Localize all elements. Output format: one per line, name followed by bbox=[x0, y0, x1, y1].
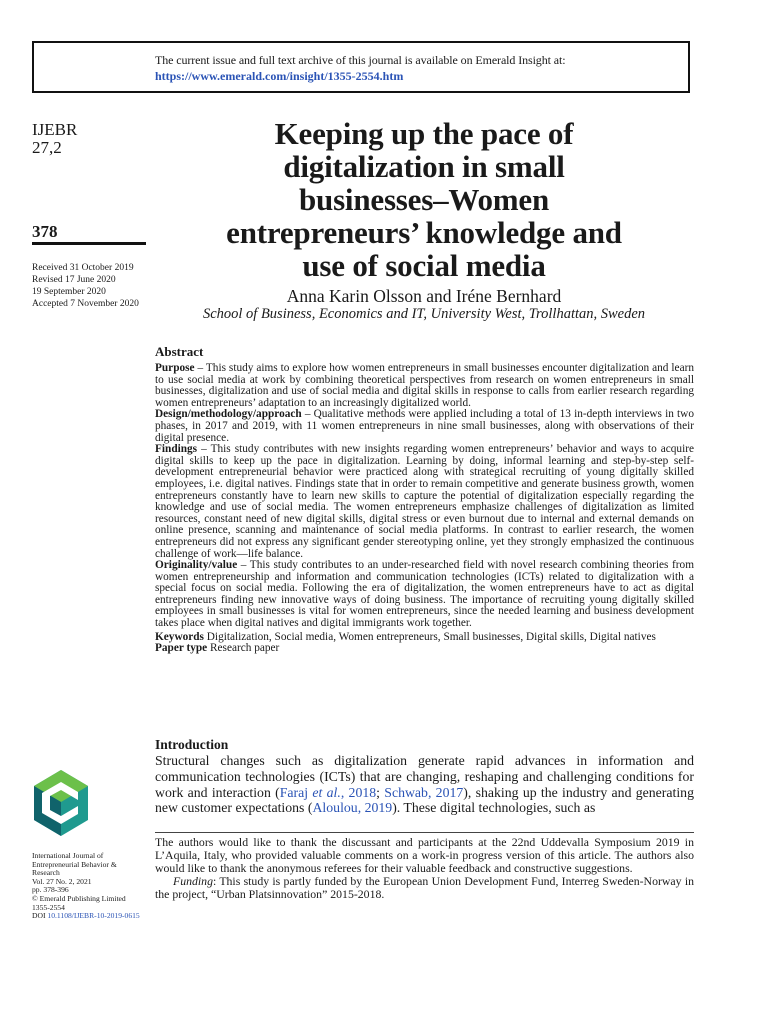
citation-etal[interactable]: et al. bbox=[312, 784, 341, 800]
title-line: Keeping up the pace of bbox=[274, 116, 574, 151]
introduction-paragraph bbox=[155, 753, 694, 816]
emerald-logo-icon bbox=[30, 768, 92, 840]
doi-link[interactable]: 10.1108/IJEBR-10-2019-0615 bbox=[47, 911, 140, 921]
citation-link-faraj[interactable] bbox=[280, 785, 376, 800]
citation-year[interactable]: , 2018 bbox=[340, 784, 377, 800]
journal-info-line: pp. 378-396 bbox=[32, 885, 69, 895]
date-revised: Revised 17 June 2020 bbox=[32, 275, 116, 285]
date-revised-2: 19 September 2020 bbox=[32, 287, 106, 297]
funding-label: Funding bbox=[173, 874, 213, 888]
journal-url-link[interactable]: https://www.emerald.com/insight/1355-2554.htm bbox=[155, 69, 404, 83]
journal-availability-notice bbox=[32, 41, 690, 93]
title-line: use of social media bbox=[302, 248, 546, 283]
page-number-rule bbox=[32, 242, 146, 245]
findings-text: – This study contributes with new insights regarding women entrepreneurs’ behavior and ways to acquire digital skills to keep up the pace in digitalization. Learning by doing, informal learning and step-by-step self-development entrepreneurial behavior were practiced along with strategical recruiting of young digitally skilled employees, i.e. digital natives. Findings state that in order to remain competitive and generate business growth, women entrepreneurs constantly have to learn new skills to capture the potential of digitalization especially regarding the knowledge and use of social media. The women entrepreneurs emphasize challenges of digitalization as limited resources, constant need of new digital skills, digital stress or even burnout due to internal and external demands on online presence, scanning and maintenance of social media platforms. In contrast to earlier research, the women entrepreneurs did not express any significant gender stereotyping online, yet they strongly emphasized the continuous challenge of work—life balance. bbox=[155, 443, 694, 560]
author-affiliation: School of Business, Economics and IT, University West, Trollhattan, Sweden bbox=[202, 306, 646, 322]
abstract-design bbox=[155, 409, 694, 444]
keywords-text: Digitalization, Social media, Women entrepreneurs, Small businesses, Digital skills, Digital natives bbox=[203, 630, 656, 643]
article-authors: Anna Karin Olsson and Iréne Bernhard bbox=[286, 286, 562, 306]
abstract-purpose bbox=[155, 363, 694, 409]
journal-abbrev: IJEBR bbox=[32, 120, 78, 139]
purpose-text: – This study aims to explore how women entrepreneurs in small businesses encounter digitalization and learn to use social media at work by combining theoretical perspectives from research on women entrepreneurs in small businesses, digitalization and use of social media and digital skills in response to calls from earlier research regarding women entrepreneurs’ adaptation to an increasingly digitalized world. bbox=[155, 362, 694, 409]
footnotes bbox=[155, 836, 694, 901]
funding-text: : This study is partly funded by the European Union Development Fund, Interreg Sweden-Norway in the project, “Urban Platsinnovation” 2015-2018. bbox=[155, 874, 694, 901]
intro-text: ), shaking up the industry and generating new customer expectations ( bbox=[155, 784, 694, 816]
paper-type-label: Paper type bbox=[155, 642, 208, 655]
design-text: – Qualitative methods were applied including a total of 13 in-depth interviews in two phases, in 2017 and 2019, with 11 women entrepreneurs in nine small businesses, along with observations of their digital presence. bbox=[155, 408, 694, 444]
title-line: entrepreneurs’ knowledge and bbox=[226, 215, 622, 250]
doi-line bbox=[32, 912, 142, 921]
journal-info-line: 1355-2554 bbox=[32, 902, 65, 912]
abstract-findings bbox=[155, 444, 694, 560]
citation-link-aloulou[interactable]: Aloulou, 2019 bbox=[312, 800, 393, 816]
journal-info-line: Research bbox=[32, 868, 60, 878]
intro-text: ). These digital technologies, such as bbox=[392, 800, 596, 816]
footnote-divider bbox=[155, 832, 694, 833]
article-title bbox=[152, 117, 696, 282]
citation-link-schwab[interactable]: Schwab, 2017 bbox=[384, 784, 464, 800]
page-number: 378 bbox=[32, 222, 58, 241]
citation-author[interactable]: Faraj bbox=[279, 784, 313, 800]
journal-volume: 27,2 bbox=[32, 138, 62, 157]
funding-note bbox=[155, 875, 694, 901]
journal-citation-info bbox=[32, 852, 142, 921]
notice-text: The current issue and full text archive of this journal is available on Emerald Insight at: bbox=[155, 53, 566, 67]
journal-info-line: © Emerald Publishing Limited bbox=[32, 893, 126, 903]
acknowledgements: The authors would like to thank the discussant and participants at the 22nd Uddevalla Symposium 2019 in L’Aquila, Italy, who provided valuable comments on a work-in progress version of this article. The authors also would like to thank the anonymous referees for their valuable feedback and constructive suggestions. bbox=[155, 835, 694, 875]
introduction-section bbox=[155, 737, 694, 816]
date-received: Received 31 October 2019 bbox=[32, 263, 134, 273]
abstract-heading: Abstract bbox=[155, 344, 204, 359]
paper-type-text: Research paper bbox=[207, 642, 280, 655]
journal-info-line: Entrepreneurial Behavior & bbox=[32, 859, 117, 869]
abstract-paper-type bbox=[155, 643, 694, 655]
doi-label: DOI bbox=[32, 911, 48, 921]
purpose-label: Purpose bbox=[155, 362, 195, 374]
intro-text: Structural changes such as digitalization generate rapid advances in information and communication technologies (ICTs) that are changing, reshaping and challenging conditions for work and interaction ( bbox=[155, 753, 694, 800]
originality-text: – This study contributes to an under-researched field with novel research combining theories from women entrepreneurship and information and communication technologies (ICTs) related to digitalization with a special focus on social media. Following the era of digitalization, the women entrepreneurs have to act as digital entrepreneurs finding new innovative ways of doing business. The importance of recruiting young digitally skilled employees in small businesses is vital for women entrepreneurs, since the needed learning and business development takes place when digital natives and digital immigrants work together. bbox=[155, 559, 694, 630]
introduction-heading: Introduction bbox=[155, 737, 229, 752]
citation-separator: ; bbox=[376, 784, 385, 800]
journal-info-line: International Journal of bbox=[32, 851, 104, 860]
design-label: Design/methodology/approach bbox=[155, 408, 302, 421]
abstract-section bbox=[155, 344, 694, 655]
journal-code bbox=[32, 121, 77, 157]
abstract-originality bbox=[155, 560, 694, 630]
article-dates bbox=[32, 262, 139, 310]
date-accepted: Accepted 7 November 2020 bbox=[32, 299, 139, 309]
title-line: businesses–Women bbox=[298, 182, 550, 217]
originality-label: Originality/value bbox=[155, 559, 238, 572]
keywords-label: Keywords bbox=[155, 630, 204, 643]
title-line: digitalization in small bbox=[283, 149, 565, 184]
journal-info-line: Vol. 27 No. 2, 2021 bbox=[32, 876, 92, 886]
findings-label: Findings bbox=[155, 443, 198, 456]
